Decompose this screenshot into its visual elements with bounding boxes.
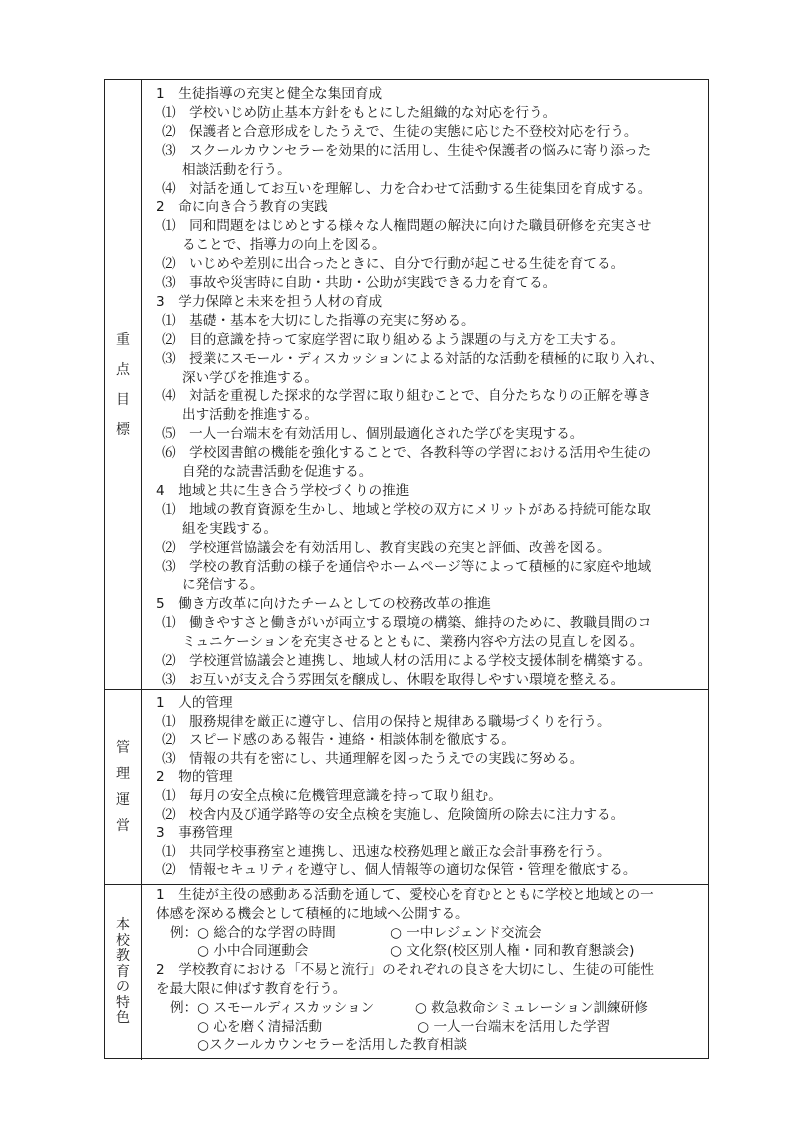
numbered-item: ⑶ スクールカウンセラーを効果的に活用し、生徒や保護者の悩みに寄り添った	[162, 142, 652, 159]
section-label	[105, 690, 142, 884]
numbered-item: ⑴ 基礎・基本を大切にした指導の充実に努める。	[162, 312, 475, 329]
section-heading: 5 働き方改革に向けたチームとしての校務改革の推進	[156, 596, 491, 613]
numbered-item: ⑴ 働きやすさと働きがいが両立する環境の構築、維持のために、教職員間のコ	[162, 615, 652, 632]
numbered-item: ⑵ スピード感のある報告・連絡・相談体制を徹底する。	[162, 732, 515, 749]
numbered-item: ⑵ 学校運営協議会と連携し、地域人材の活用による学校支援体制を構築する。	[162, 653, 652, 669]
numbered-item: ⑹ 学校図書館の機能を強化することで、各教科等の学習における活用や生徒の	[162, 445, 652, 462]
section-heading: 1 人的管理	[156, 695, 233, 711]
continuation-line: を最大限に伸ばす教育を行う。	[156, 981, 347, 997]
continuation-line: 組を実践する。	[182, 520, 278, 537]
numbered-item: ⑶ 情報の共有を密にし、共通理解を図ったうえでの実践に努める。	[162, 750, 584, 767]
continuation-line: 出す活動を推進する。	[182, 407, 318, 424]
section-label-char: 標	[116, 421, 130, 438]
continuation-line: 相談活動を行う。	[182, 161, 291, 178]
numbered-item: ⑵ いじめや差別に出合ったときに、自分で行動が起こせる生徒を育てる。	[162, 256, 625, 273]
numbered-item: ⑴ 学校いじめ防止基本方針をもとにした組織的な対応を行う。	[162, 104, 557, 121]
continuation-line: ることで、指導力の向上を図る。	[182, 237, 386, 254]
section-label	[105, 885, 142, 1060]
numbered-item: ⑴ 同和問題をはじめとする様々な人権問題の解決に向けた職員研修を充実させ	[162, 218, 652, 235]
example-line: ○ 小中合同運動会 ○ 文化祭(校区別人権・同和教育懇談会)	[170, 943, 635, 960]
example-line: 例：○ スモールディスカッション ○ 救急救命シミュレーション訓練研修	[170, 999, 648, 1016]
section-heading: 2 学校教育における「不易と流行」のそれぞれの良さを大切にし、生徒の可能性	[156, 962, 655, 979]
numbered-item: ⑷ 対話を重視した探求的な学習に取り組むことで、自分たちなりの正解を導き	[162, 388, 652, 405]
section-management	[105, 689, 708, 884]
section-heading: 4 地域と共に生き合う学校づくりの推進	[156, 482, 410, 499]
numbered-item: ⑵ 保護者と合意形成をしたうえで、生徒の実態に応じた不登校対応を行う。	[162, 123, 638, 140]
section-label-char: 特	[116, 994, 130, 1011]
continuation-line: 体感を深める機会として積極的に地域へ公開する。	[156, 905, 469, 922]
continuation-line: ミュニケーションを充実させるとともに、業務内容や方法の見直しを図る。	[182, 634, 644, 651]
section-label-char: 育	[116, 963, 130, 980]
numbered-item: ⑴ 地域の教育資源を生かし、地域と学校の双方にメリットがある持続可能な取	[162, 501, 651, 518]
numbered-item: ⑵ 情報セキュリティを遵守し、個人情報等の適切な保管・管理を徹底する。	[162, 862, 637, 879]
school-policy-table	[104, 79, 709, 1059]
section-heading: 2 物的管理	[156, 769, 233, 786]
numbered-item: ⑵ 学校運営協議会を有効活用し、教育実践の充実と評価、改善を図る。	[162, 539, 611, 556]
section-label-char: 管	[116, 740, 130, 756]
numbered-item: ⑶ 事故や災害時に自助・共助・公助が実践できる力を育てる。	[162, 275, 557, 291]
section-label	[105, 80, 142, 689]
section-label-char: 本	[116, 917, 130, 934]
numbered-item: ⑷ 対話を通してお互いを理解し、力を合わせて活動する生徒集団を育成する。	[162, 180, 652, 197]
section-label-char: 重	[116, 331, 130, 348]
numbered-item: ⑶ 授業にスモール・ディスカッションによる対話的な活動を積極的に取り入れ、	[162, 350, 664, 367]
section-heading: 3 学力保障と未来を担う人材の育成	[156, 293, 383, 310]
section-label-char: 点	[116, 361, 130, 378]
example-line: ○スクールカウンセラーを活用した教育相談	[170, 1037, 468, 1054]
section-label-char: の	[116, 979, 130, 996]
section-heading: 1 生徒指導の充実と健全な集団育成	[156, 86, 383, 102]
section-label-char: 校	[116, 932, 130, 949]
numbered-item: ⑶ 学校の教育活動の様子を通信やホームページ等によって積極的に家庭や地域	[162, 558, 652, 575]
section-label-char: 営	[116, 818, 130, 834]
continuation-line: 自発的な読書活動を促進する。	[182, 464, 373, 480]
numbered-item: ⑸ 一人一台端末を有効活用し、個別最適化された学びを実現する。	[162, 426, 584, 443]
section-label-char: 理	[116, 766, 130, 782]
section-label-char: 教	[116, 948, 130, 965]
numbered-item: ⑴ 毎月の安全点検に危機管理意識を持って取り組む。	[162, 788, 502, 804]
example-line: ○ 心を磨く清掃活動 ○ 一人一台端末を活用した学習	[170, 1018, 611, 1035]
numbered-item: ⑵ 目的意識を持って家庭学習に取り組めるよう課題の与え方を工夫する。	[162, 331, 625, 348]
section-heading: 2 命に向き合う教育の実践	[156, 199, 328, 216]
numbered-item: ⑵ 校舎内及び通学路等の安全点検を実施し、危険箇所の除去に注力する。	[162, 806, 625, 823]
section-heading: 3 事務管理	[156, 825, 233, 842]
section-school-features	[105, 884, 708, 1060]
section-key-goals	[105, 80, 708, 689]
continuation-line: に発信する。	[182, 577, 264, 594]
numbered-item: ⑴ 共同学校事務室と連携し、迅速な校務処理と厳正な会計事務を行う。	[162, 843, 611, 860]
continuation-line: 深い学びを推進する。	[182, 369, 318, 386]
section-label-char: 目	[116, 391, 130, 408]
section-label-char: 運	[116, 792, 130, 808]
numbered-item: ⑴ 服務規律を厳正に遵守し、信用の保持と規律ある職場づくりを行う。	[162, 713, 611, 730]
section-label-char: 色	[116, 1010, 130, 1027]
example-line: 例：○ 総合的な学習の時間 ○ 一中レジェンド交流会	[170, 924, 542, 941]
section-heading: 1 生徒が主役の感動ある活動を通して、愛校心を育むとともに学校と地域との一	[156, 887, 654, 903]
numbered-item: ⑶ お互いが支え合う雰囲気を醸成し、休暇を取得しやすい環境を整える。	[162, 671, 625, 688]
